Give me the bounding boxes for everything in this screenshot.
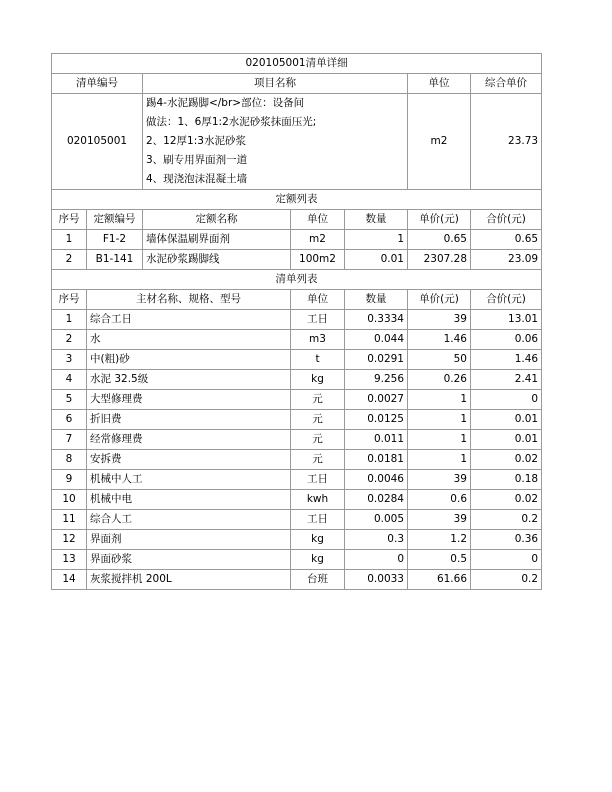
material-index: 2 xyxy=(52,330,87,350)
material-total: 0.01 xyxy=(471,410,542,430)
item-description-line: 4、现浇泡沫混凝土墙 xyxy=(146,173,248,185)
quota-unit: 100m2 xyxy=(291,250,345,270)
item-description-line: 做法：1、6厚1:2水泥砂浆抹面压光; xyxy=(146,116,317,128)
quota-section-title-row xyxy=(52,190,542,210)
material-total: 0.18 xyxy=(471,470,542,490)
main-header-row xyxy=(52,74,542,94)
material-quantity: 0.0027 xyxy=(345,390,408,410)
material-name: 综合工日 xyxy=(87,310,291,330)
material-index: 4 xyxy=(52,370,87,390)
material-unit: t xyxy=(291,350,345,370)
material-name: 机械中人工 xyxy=(87,470,291,490)
material-unit-price: 0.5 xyxy=(408,550,471,570)
material-quantity: 0.005 xyxy=(345,510,408,530)
material-index: 8 xyxy=(52,450,87,470)
material-header-quantity: 数量 xyxy=(345,290,408,310)
material-quantity: 0.011 xyxy=(345,430,408,450)
material-name: 折旧费 xyxy=(87,410,291,430)
material-unit-price: 0.6 xyxy=(408,490,471,510)
material-quantity: 9.256 xyxy=(345,370,408,390)
material-row xyxy=(52,310,542,330)
material-header-name: 主材名称、规格、型号 xyxy=(87,290,291,310)
header-bill-code: 清单编号 xyxy=(52,74,143,94)
quota-unit-price: 2307.28 xyxy=(408,250,471,270)
material-section-title-row xyxy=(52,270,542,290)
main-item-row xyxy=(52,94,542,190)
material-unit-price: 1 xyxy=(408,410,471,430)
material-row xyxy=(52,510,542,530)
material-unit-price: 1.2 xyxy=(408,530,471,550)
quota-header-quantity: 数量 xyxy=(345,210,408,230)
material-total: 0.2 xyxy=(471,510,542,530)
material-unit-price: 61.66 xyxy=(408,570,471,590)
material-unit-price: 1 xyxy=(408,390,471,410)
material-unit-price: 1 xyxy=(408,430,471,450)
item-unit-price: 23.73 xyxy=(471,94,542,190)
material-unit: 工日 xyxy=(291,510,345,530)
material-unit: kg xyxy=(291,370,345,390)
header-unit-price: 综合单价 xyxy=(471,74,542,94)
material-index: 14 xyxy=(52,570,87,590)
material-index: 3 xyxy=(52,350,87,370)
header-item-name: 项目名称 xyxy=(143,74,408,94)
material-unit: kg xyxy=(291,550,345,570)
material-row xyxy=(52,390,542,410)
material-row xyxy=(52,430,542,450)
material-index: 6 xyxy=(52,410,87,430)
material-quantity: 0.0125 xyxy=(345,410,408,430)
material-total: 0.2 xyxy=(471,570,542,590)
material-total: 13.01 xyxy=(471,310,542,330)
material-unit-price: 50 xyxy=(408,350,471,370)
quota-section-title: 定额列表 xyxy=(52,190,542,210)
material-unit-price: 39 xyxy=(408,310,471,330)
material-unit: 元 xyxy=(291,410,345,430)
material-unit-price: 0.26 xyxy=(408,370,471,390)
material-name: 界面剂 xyxy=(87,530,291,550)
material-unit-price: 39 xyxy=(408,470,471,490)
material-name: 安拆费 xyxy=(87,450,291,470)
material-quantity: 0.0284 xyxy=(345,490,408,510)
title-row xyxy=(52,54,542,74)
quota-quantity: 1 xyxy=(345,230,408,250)
item-description xyxy=(143,94,408,190)
quota-header-unit-price: 单价(元) xyxy=(408,210,471,230)
item-description-line: 踢4-水泥踢脚</br>部位：设备间 xyxy=(146,97,305,109)
material-name: 水 xyxy=(87,330,291,350)
material-quantity: 0.0291 xyxy=(345,350,408,370)
material-quantity: 0.0033 xyxy=(345,570,408,590)
material-quantity: 0.3 xyxy=(345,530,408,550)
material-total: 0.06 xyxy=(471,330,542,350)
bill-detail-table xyxy=(51,53,542,590)
material-total: 0 xyxy=(471,390,542,410)
material-total: 1.46 xyxy=(471,350,542,370)
material-name: 综合人工 xyxy=(87,510,291,530)
item-code: 020105001 xyxy=(52,94,143,190)
material-total: 0.02 xyxy=(471,490,542,510)
material-row xyxy=(52,490,542,510)
quota-quantity: 0.01 xyxy=(345,250,408,270)
material-quantity: 0.3334 xyxy=(345,310,408,330)
material-header-unit: 单位 xyxy=(291,290,345,310)
material-unit: 工日 xyxy=(291,470,345,490)
material-index: 7 xyxy=(52,430,87,450)
quota-index: 2 xyxy=(52,250,87,270)
quota-code: F1-2 xyxy=(87,230,143,250)
quota-row xyxy=(52,250,542,270)
material-row xyxy=(52,470,542,490)
quota-total: 23.09 xyxy=(471,250,542,270)
material-total: 0.01 xyxy=(471,430,542,450)
material-name: 中(粗)砂 xyxy=(87,350,291,370)
material-unit: 工日 xyxy=(291,310,345,330)
quota-index: 1 xyxy=(52,230,87,250)
material-index: 10 xyxy=(52,490,87,510)
material-unit-price: 39 xyxy=(408,510,471,530)
quota-code: B1-141 xyxy=(87,250,143,270)
material-unit-price: 1.46 xyxy=(408,330,471,350)
material-row xyxy=(52,450,542,470)
material-unit: 台班 xyxy=(291,570,345,590)
quota-unit: m2 xyxy=(291,230,345,250)
material-name: 水泥 32.5级 xyxy=(87,370,291,390)
item-unit: m2 xyxy=(408,94,471,190)
material-total: 0.36 xyxy=(471,530,542,550)
material-total: 0 xyxy=(471,550,542,570)
material-name: 灰浆搅拌机 200L xyxy=(87,570,291,590)
quota-header-unit: 单位 xyxy=(291,210,345,230)
material-total: 2.41 xyxy=(471,370,542,390)
quota-unit-price: 0.65 xyxy=(408,230,471,250)
material-quantity: 0.0046 xyxy=(345,470,408,490)
material-unit: kwh xyxy=(291,490,345,510)
material-name: 经常修理费 xyxy=(87,430,291,450)
material-total: 0.02 xyxy=(471,450,542,470)
quota-header-total: 合价(元) xyxy=(471,210,542,230)
sheet-title: 020105001清单详细 xyxy=(52,54,542,74)
material-row xyxy=(52,570,542,590)
material-unit: 元 xyxy=(291,430,345,450)
quota-total: 0.65 xyxy=(471,230,542,250)
material-header-row xyxy=(52,290,542,310)
quota-name: 墙体保温刷界面剂 xyxy=(143,230,291,250)
material-quantity: 0 xyxy=(345,550,408,570)
material-row xyxy=(52,410,542,430)
material-index: 11 xyxy=(52,510,87,530)
quota-row xyxy=(52,230,542,250)
item-description-line: 2、12厚1:3水泥砂浆 xyxy=(146,135,246,147)
material-name: 界面砂浆 xyxy=(87,550,291,570)
material-row xyxy=(52,350,542,370)
material-header-index: 序号 xyxy=(52,290,87,310)
material-name: 机械中电 xyxy=(87,490,291,510)
material-unit-price: 1 xyxy=(408,450,471,470)
material-index: 5 xyxy=(52,390,87,410)
quota-header-row xyxy=(52,210,542,230)
material-index: 1 xyxy=(52,310,87,330)
material-index: 9 xyxy=(52,470,87,490)
header-unit: 单位 xyxy=(408,74,471,94)
material-unit: 元 xyxy=(291,450,345,470)
material-unit: 元 xyxy=(291,390,345,410)
material-header-total: 合价(元) xyxy=(471,290,542,310)
material-name: 大型修理费 xyxy=(87,390,291,410)
quota-header-name: 定额名称 xyxy=(143,210,291,230)
material-quantity: 0.0181 xyxy=(345,450,408,470)
material-row xyxy=(52,550,542,570)
material-section-title: 清单列表 xyxy=(52,270,542,290)
material-row xyxy=(52,370,542,390)
material-index: 13 xyxy=(52,550,87,570)
material-unit: m3 xyxy=(291,330,345,350)
quota-header-code: 定额编号 xyxy=(87,210,143,230)
quota-header-index: 序号 xyxy=(52,210,87,230)
material-quantity: 0.044 xyxy=(345,330,408,350)
material-row xyxy=(52,530,542,550)
quota-name: 水泥砂浆踢脚线 xyxy=(143,250,291,270)
material-header-unit-price: 单价(元) xyxy=(408,290,471,310)
material-row xyxy=(52,330,542,350)
material-index: 12 xyxy=(52,530,87,550)
item-description-line: 3、刷专用界面剂一道 xyxy=(146,154,248,166)
material-unit: kg xyxy=(291,530,345,550)
